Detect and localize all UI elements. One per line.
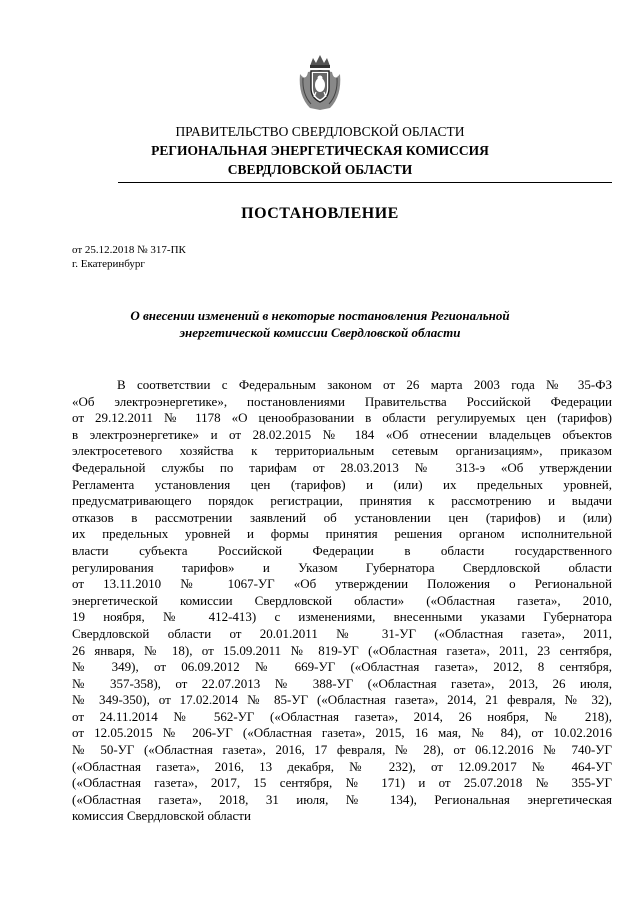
body-line: 26 января, № 18), от 15.09.2011 № 819-УГ («Областная газета», 2011, 23 сентября, xyxy=(72,642,612,658)
body-line: электросетевого хозяйства к территориальным сетевым организациям», приказом xyxy=(72,443,612,459)
body-line: «Об электроэнергетике», постановлениями Правительства Российской Федерации xyxy=(72,393,612,409)
body-line: власти субъекта Российской Федерации в области государственного xyxy=(72,542,612,558)
body-line: их предельных уровней и формы принятия решения органом исполнительной xyxy=(72,526,612,542)
document-subject xyxy=(100,307,540,341)
subject-line: О внесении изменений в некоторые постановления Региональной xyxy=(130,308,510,323)
org-name-commission: РЕГИОНАЛЬНАЯ ЭНЕРГЕТИЧЕСКАЯ КОМИССИЯ xyxy=(151,143,489,158)
coat-of-arms-emblem-icon xyxy=(296,52,344,112)
subject-line: энергетической комиссии Свердловской области xyxy=(179,325,461,340)
body-line: 19 ноября, № 412-413) с изменениями, внесенными указами Губернатора xyxy=(72,609,612,625)
org-name-government: ПРАВИТЕЛЬСТВО СВЕРДЛОВСКОЙ ОБЛАСТИ xyxy=(175,124,465,139)
body-line: Регламента установления цен (тарифов) и (или) их предельных уровней, xyxy=(72,476,612,492)
body-line: («Областная газета», 2018, 31 июля, № 134), Региональная энергетическая xyxy=(72,791,612,807)
body-line: от 12.05.2015 № 206-УГ («Областная газета», 2015, 16 мая, № 84), от 10.02.2016 xyxy=(72,725,612,741)
body-line: энергетической комиссии Свердловской области» («Областная газета», 2010, xyxy=(72,592,612,608)
org-name-region: СВЕРДЛОВСКОЙ ОБЛАСТИ xyxy=(227,162,413,177)
body-line: предусматривающего порядок регистрации, принятия к рассмотрению и выдачи xyxy=(72,493,612,509)
body-line: регулирования тарифов» и Указом Губернатора Свердловской области xyxy=(72,559,612,575)
header-divider xyxy=(118,182,612,183)
body-line: № 349-350), от 17.02.2014 № 85-УГ («Областная газета», 2014, 21 февраля, № 32), xyxy=(72,692,612,708)
body-line: В соответствии с Федеральным законом от 26 марта 2003 года № 35-ФЗ xyxy=(117,377,612,392)
body-line: («Областная газета», 2016, 13 декабря, № 232), от 12.09.2017 № 464-УГ xyxy=(72,758,612,774)
body-line: от 24.11.2014 № 562-УГ («Областная газета», 2014, 26 ноября, № 218), xyxy=(72,708,612,724)
body-line: № 357-358), от 22.07.2013 № 388-УГ («Областная газета», 2013, 26 июля, xyxy=(72,675,612,691)
body-line: в электроэнергетике» и от 28.02.2015 № 184 «Об отнесении владельцев объектов xyxy=(72,426,612,442)
body-line: № 349), от 06.09.2012 № 669-УГ («Областная газета», 2012, 8 сентября, xyxy=(72,659,612,675)
body-line: Федеральной службы по тарифам от 28.03.2013 № 313-э «Об утверждении xyxy=(72,459,612,475)
body-line: от 29.12.2011 № 1178 «О ценообразовании в области регулируемых цен (тарифов) xyxy=(72,410,612,426)
body-line: № 50-УГ («Областная газета», 2016, 17 февраля, № 28), от 06.12.2016 № 740-УГ xyxy=(72,742,612,758)
document-date-number: от 25.12.2018 № 317-ПК xyxy=(72,244,186,256)
body-line: Свердловской области от 20.01.2011 № 31-УГ («Областная газета», 2011, xyxy=(72,625,612,641)
document-body xyxy=(72,377,612,825)
body-line: от 13.11.2010 № 1067-УГ «Об утверждении Положения о Региональной xyxy=(72,576,612,592)
body-line: комиссия Свердловской области xyxy=(72,808,251,824)
body-line: отказов в рассмотрении заявлений об установлении цен (тарифов) и (или) xyxy=(72,509,612,525)
body-line: («Областная газета», 2017, 15 сентября, № 171) и от 25.07.2018 № 355-УГ xyxy=(72,775,612,791)
document-city: г. Екатеринбург xyxy=(72,258,145,270)
document-title: ПОСТАНОВЛЕНИЕ xyxy=(241,205,399,222)
